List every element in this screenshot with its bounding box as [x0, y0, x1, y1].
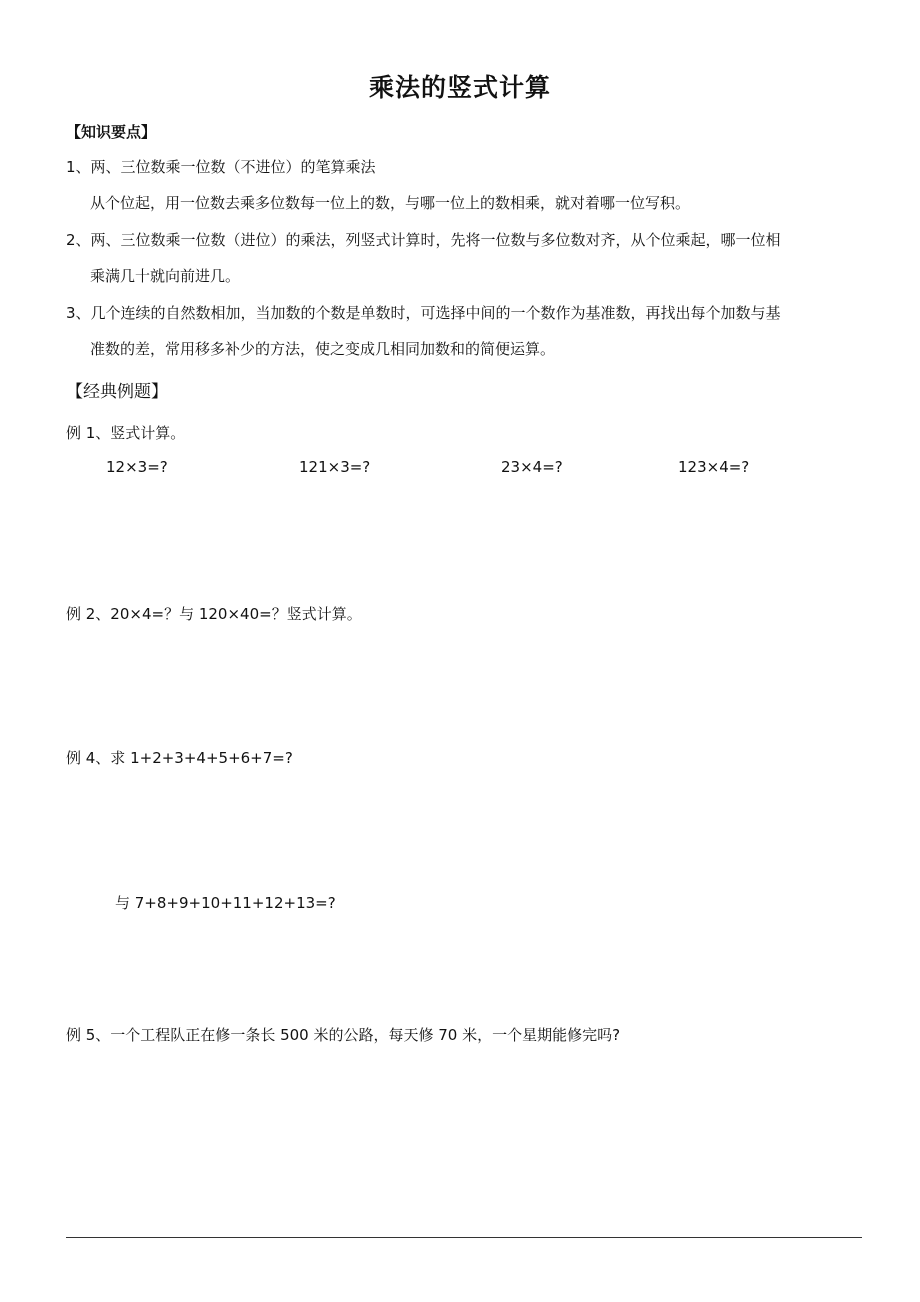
footer-divider — [66, 1237, 862, 1238]
examples-heading: 【经典例题】 — [66, 382, 168, 402]
example-2: 例 2、20×4=？与 120×40=？竖式计算。 — [66, 605, 362, 623]
example-4-part-b: 与 7+8+9+10+11+12+13=? — [115, 894, 336, 912]
knowledge-point-3-line-1: 3、几个连续的自然数相加，当加数的个数是单数时，可选择中间的一个数作为基准数，再找出每个加数与基 — [66, 304, 781, 322]
example-1-item-2: 121×3=? — [299, 458, 371, 476]
example-5: 例 5、一个工程队正在修一条长 500 米的公路，每天修 70 米，一个星期能修完吗? — [66, 1026, 621, 1044]
example-1-item-1: 12×3=? — [106, 458, 168, 476]
page-title: 乘法的竖式计算 — [368, 73, 551, 102]
knowledge-point-1-body: 从个位起，用一位数去乘多位数每一位上的数，与哪一位上的数相乘，就对着哪一位写积。 — [90, 194, 691, 212]
example-1-title: 例 1、竖式计算。 — [66, 424, 186, 442]
example-1-item-3: 23×4=? — [501, 458, 563, 476]
knowledge-heading: 【知识要点】 — [66, 123, 157, 141]
knowledge-point-2-line-2: 乘满几十就向前进几。 — [90, 267, 241, 285]
example-1-item-4: 123×4=? — [678, 458, 750, 476]
knowledge-point-2-line-1: 2、两、三位数乘一位数（进位）的乘法，列竖式计算时，先将一位数与多位数对齐，从个位乘起，哪一位相 — [66, 231, 781, 249]
knowledge-point-3-line-2: 准数的差，常用移多补少的方法，使之变成几相同加数和的简便运算。 — [90, 340, 556, 358]
example-4: 例 4、求 1+2+3+4+5+6+7=? — [66, 749, 293, 767]
knowledge-point-1-title: 1、两、三位数乘一位数（不进位）的笔算乘法 — [66, 158, 376, 176]
